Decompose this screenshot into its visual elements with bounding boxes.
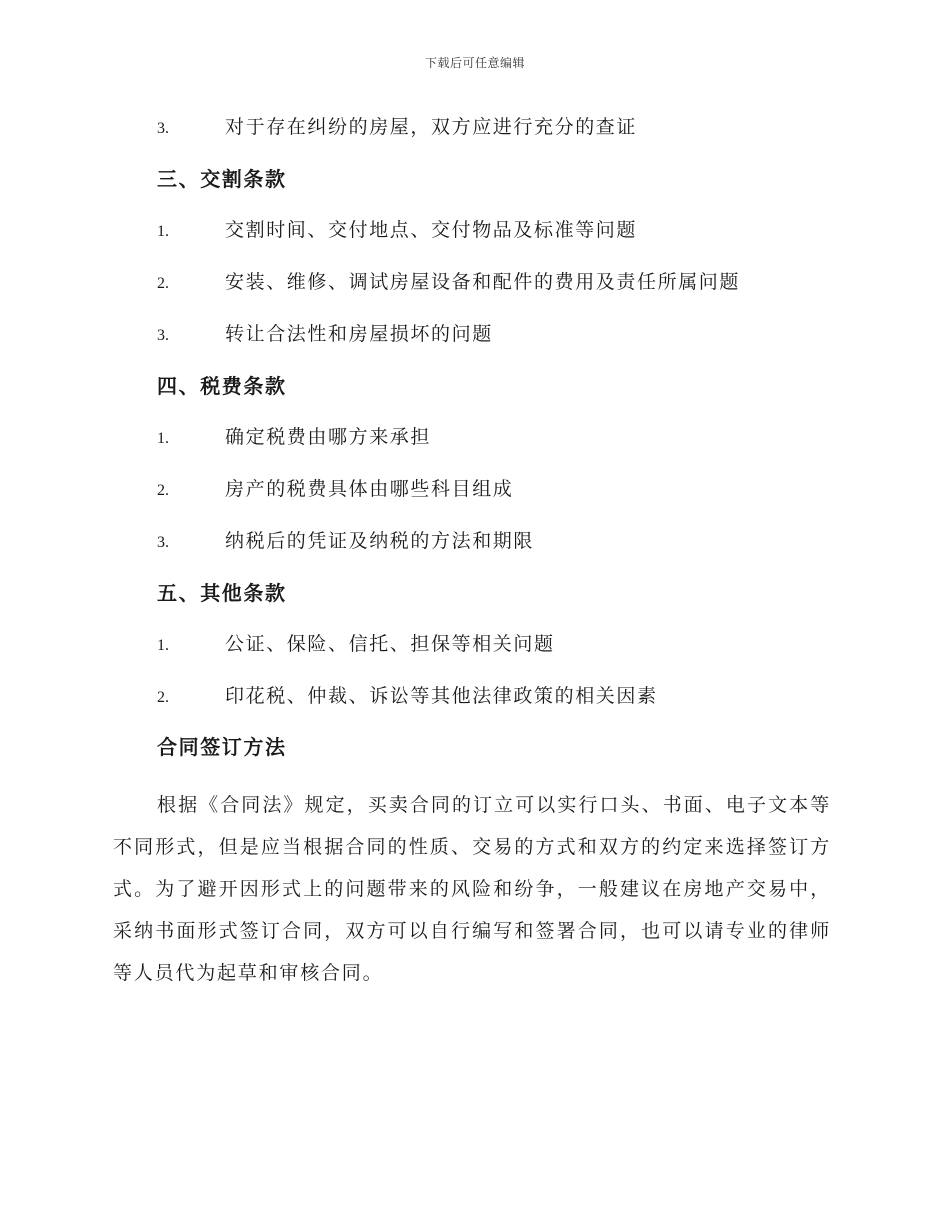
list-text: 安装、维修、调试房屋设备和配件的费用及责任所属问题 — [225, 271, 741, 293]
list-item — [157, 113, 637, 141]
list-item — [157, 527, 534, 555]
list-item — [157, 320, 493, 348]
list-text: 交割时间、交付地点、交付物品及标准等问题 — [225, 219, 638, 241]
list-text: 公证、保险、信托、担保等相关问题 — [225, 633, 555, 655]
list-number: 2. — [157, 482, 169, 499]
list-number: 2. — [157, 689, 169, 706]
list-text: 纳税后的凭证及纳税的方法和期限 — [225, 530, 535, 552]
list-item — [157, 630, 555, 658]
section-heading-delivery: 三、交割条款 — [157, 167, 287, 191]
list-number: 1. — [157, 637, 169, 654]
list-item — [157, 682, 658, 710]
list-item — [157, 475, 513, 503]
list-number: 1. — [157, 430, 169, 447]
list-text: 印花税、仲裁、诉讼等其他法律政策的相关因素 — [225, 685, 658, 707]
list-item — [157, 268, 740, 296]
list-text: 转让合法性和房屋损坏的问题 — [225, 323, 493, 345]
section-heading-signing: 合同签订方法 — [157, 735, 287, 759]
section-heading-taxes: 四、税费条款 — [157, 374, 287, 398]
list-item — [157, 216, 637, 244]
section-heading-other: 五、其他条款 — [157, 581, 287, 605]
list-number: 2. — [157, 275, 169, 292]
list-text: 确定税费由哪方来承担 — [225, 426, 432, 448]
list-item — [157, 423, 431, 451]
list-number: 3. — [157, 327, 169, 344]
list-text: 对于存在纠纷的房屋，双方应进行充分的查证 — [225, 116, 638, 138]
list-number: 3. — [157, 534, 169, 551]
page-header: 下载后可任意编辑 — [424, 56, 525, 70]
signing-paragraph: 根据《合同法》规定，买卖合同的订立可以实行口头、书面、电子文本等不同形式，但是应当根据合同的性质、交易的方式和双方的约定来选择签订方式。为了避开因形式上的问题带来的风险和纷争，一般建议在房地产交易中，采纳书面形式签订合同，双方可以自行编写和签署合同，也可以请专业的律师等人员代为起草和审核合同。 — [113, 794, 831, 984]
list-text: 房产的税费具体由哪些科目组成 — [225, 478, 514, 500]
list-number: 1. — [157, 223, 169, 240]
list-number: 3. — [157, 120, 169, 137]
